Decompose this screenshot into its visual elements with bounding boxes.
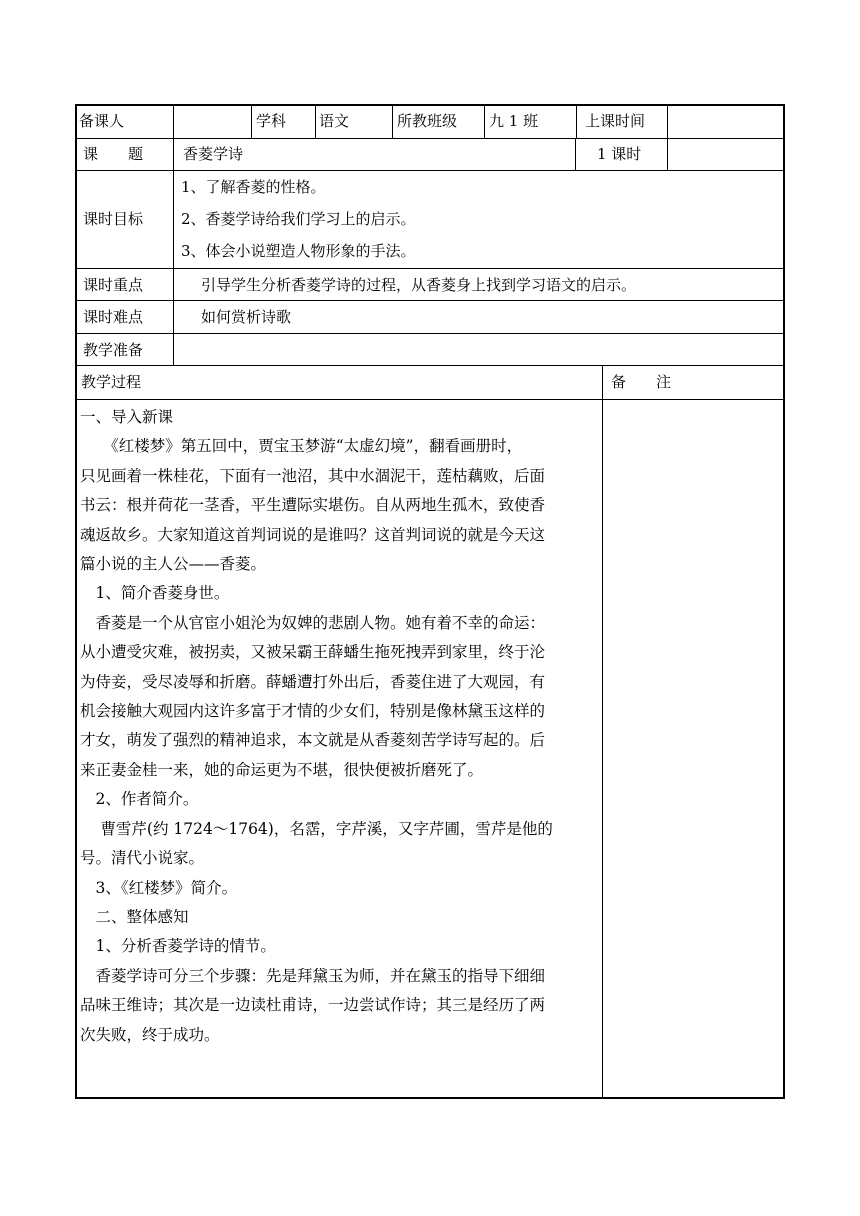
process-line: 3、《红楼梦》简介。 bbox=[80, 878, 238, 897]
row-divider bbox=[75, 333, 785, 334]
process-line: 曹雪芹(约 1724～1764)，名霑，字芹溪，又字芹圃，雪芹是他的 bbox=[80, 819, 553, 838]
objectives-label: 课时目标 bbox=[83, 210, 144, 228]
key-point-value: 引导学生分析香菱学诗的过程，从香菱身上找到学习语文的启示。 bbox=[201, 276, 637, 294]
class-value: 九 1 班 bbox=[489, 112, 539, 130]
column-divider bbox=[575, 138, 576, 170]
table-border-bottom bbox=[75, 1097, 785, 1099]
process-line: 从小遭受灾难，被拐卖，又被呆霸王薛蟠生拖死拽弄到家里，终于沦 bbox=[80, 643, 546, 662]
process-line: 一、导入新课 bbox=[80, 408, 174, 426]
table-border-left bbox=[75, 104, 77, 1099]
subject-value: 语文 bbox=[319, 112, 350, 130]
preparer-label: 备课人 bbox=[79, 112, 125, 130]
process-line: 香菱学诗可分三个步骤：先是拜黛玉为师，并在黛玉的指导下细细 bbox=[80, 966, 546, 985]
process-line: 篇小说的主人公——香菱。 bbox=[80, 555, 267, 574]
column-divider bbox=[576, 104, 577, 138]
table-border-top bbox=[75, 104, 785, 106]
process-line: 来正妻金桂一来，她的命运更为不堪，很快便被折磨死了。 bbox=[80, 760, 484, 779]
column-divider bbox=[392, 104, 393, 138]
column-divider bbox=[315, 104, 316, 138]
class-label: 所教班级 bbox=[397, 112, 458, 130]
process-line: 香菱是一个从官宦小姐沦为奴婢的悲剧人物。她有着不幸的命运： bbox=[80, 613, 546, 632]
process-line: 魂返故乡。大家知道这首判词说的是谁吗？这首判词说的就是今天这 bbox=[80, 525, 546, 544]
row-divider bbox=[75, 268, 785, 269]
process-label: 教学过程 bbox=[81, 373, 142, 391]
process-line: 机会接触大观园内这许多富于才情的少女们，特别是像林黛玉这样的 bbox=[80, 702, 546, 721]
process-line: 号。清代小说家。 bbox=[80, 849, 205, 868]
process-line: 只见画着一株桂花，下面有一池沼，其中水涸泥干，莲枯藕败，后面 bbox=[80, 466, 546, 485]
difficulty-value: 如何赏析诗歌 bbox=[201, 308, 292, 326]
process-line: 《红楼梦》第五回中，贾宝玉梦游“太虚幻境”，翻看画册时， bbox=[80, 437, 523, 456]
objective-item: 1、了解香菱的性格。 bbox=[181, 178, 326, 196]
class-time-label: 上课时间 bbox=[585, 112, 646, 130]
column-divider bbox=[251, 104, 252, 138]
objective-item: 3、体会小说塑造人物形象的手法。 bbox=[181, 242, 416, 260]
process-line: 二、整体感知 bbox=[80, 907, 189, 926]
key-point-label: 课时重点 bbox=[83, 276, 144, 294]
subject-label: 学科 bbox=[256, 112, 287, 130]
column-divider bbox=[484, 104, 485, 138]
row-divider bbox=[75, 300, 785, 301]
topic-label: 课 题 bbox=[83, 145, 144, 163]
class-hours: 1 课时 bbox=[597, 145, 642, 163]
process-line: 1、分析香菱学诗的情节。 bbox=[80, 937, 276, 956]
table-border-right bbox=[783, 104, 785, 1099]
row-divider bbox=[75, 399, 785, 400]
notes-label: 备 注 bbox=[611, 373, 672, 391]
column-divider bbox=[602, 365, 603, 1098]
column-divider bbox=[667, 104, 668, 170]
preparation-label: 教学准备 bbox=[83, 341, 144, 359]
process-line: 品味王维诗；其次是一边读杜甫诗，一边尝试作诗；其三是经历了两 bbox=[80, 996, 546, 1015]
objective-item: 2、香菱学诗给我们学习上的启示。 bbox=[181, 210, 416, 228]
row-divider bbox=[75, 138, 785, 139]
process-line: 次失败，终于成功。 bbox=[80, 1025, 220, 1044]
row-divider bbox=[75, 365, 785, 366]
process-body bbox=[80, 403, 602, 1050]
process-line: 1、简介香菱身世。 bbox=[80, 584, 230, 603]
process-line: 才女，萌发了强烈的精神追求，本文就是从香菱刻苦学诗写起的。后 bbox=[80, 731, 546, 750]
row-divider bbox=[75, 170, 785, 171]
process-line: 为侍妾，受尽凌辱和折磨。薛蟠遭打外出后，香菱住进了大观园，有 bbox=[80, 672, 546, 691]
process-line: 2、作者简介。 bbox=[80, 790, 199, 809]
lesson-plan-table bbox=[75, 104, 785, 1099]
process-line: 书云：根并荷花一茎香，平生遭际实堪伤。自从两地生孤木，致使香 bbox=[80, 496, 546, 515]
column-divider bbox=[173, 104, 174, 365]
difficulty-label: 课时难点 bbox=[83, 308, 144, 326]
topic-value: 香菱学诗 bbox=[183, 145, 244, 163]
